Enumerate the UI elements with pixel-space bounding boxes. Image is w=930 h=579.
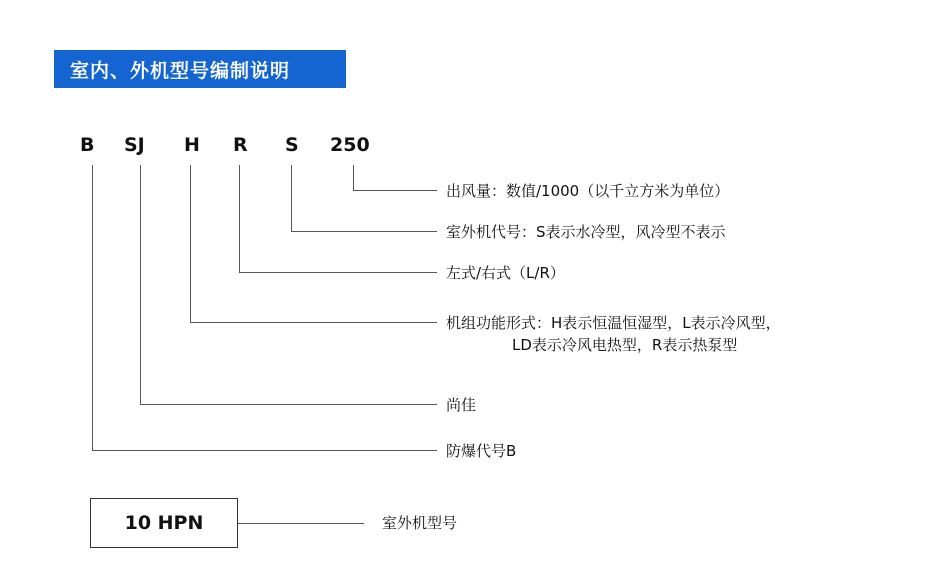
description-airflow: 出风量：数值/1000（以千立方米为单位）: [446, 182, 730, 200]
page-title: 室内、外机型号编制说明: [54, 50, 346, 88]
code-segment-2: SJ: [124, 134, 145, 156]
code-segment-6: 250: [330, 134, 370, 156]
description-function-type-line1: 机组功能形式：H表示恒温恒湿型，L表示冷风型，: [446, 314, 781, 332]
leader-hline-4: [190, 322, 437, 323]
leader-hline-6: [92, 450, 437, 451]
leader-vline-4: [190, 165, 191, 322]
outdoor-model-box: 10 HPN: [90, 498, 238, 548]
leader-vline-3: [239, 165, 240, 272]
description-outdoor-unit-code: 室外机代号：S表示水冷型，风冷型不表示: [446, 223, 726, 241]
leader-hline-2: [291, 231, 437, 232]
code-segment-4: R: [233, 134, 248, 156]
leader-vline-6: [92, 165, 93, 450]
description-function-type: [446, 312, 781, 356]
leader-hline-1: [353, 190, 437, 191]
leader-hline-bottom: [238, 523, 364, 524]
description-function-type-line2: LD表示冷风电热型，R表示热泵型: [512, 336, 738, 354]
leader-vline-5: [140, 165, 141, 404]
outdoor-model-label: 室外机型号: [382, 514, 458, 532]
code-segment-1: B: [80, 134, 95, 156]
code-segment-5: S: [285, 134, 299, 156]
leader-hline-3: [239, 272, 437, 273]
leader-vline-1: [353, 165, 354, 190]
description-left-right-type: 左式/右式（L/R）: [446, 264, 565, 282]
description-explosion-proof-code: 防爆代号B: [446, 442, 517, 460]
leader-hline-5: [140, 404, 437, 405]
leader-vline-2: [291, 165, 292, 231]
description-brand: 尚佳: [446, 396, 477, 414]
code-segment-3: H: [184, 134, 200, 156]
